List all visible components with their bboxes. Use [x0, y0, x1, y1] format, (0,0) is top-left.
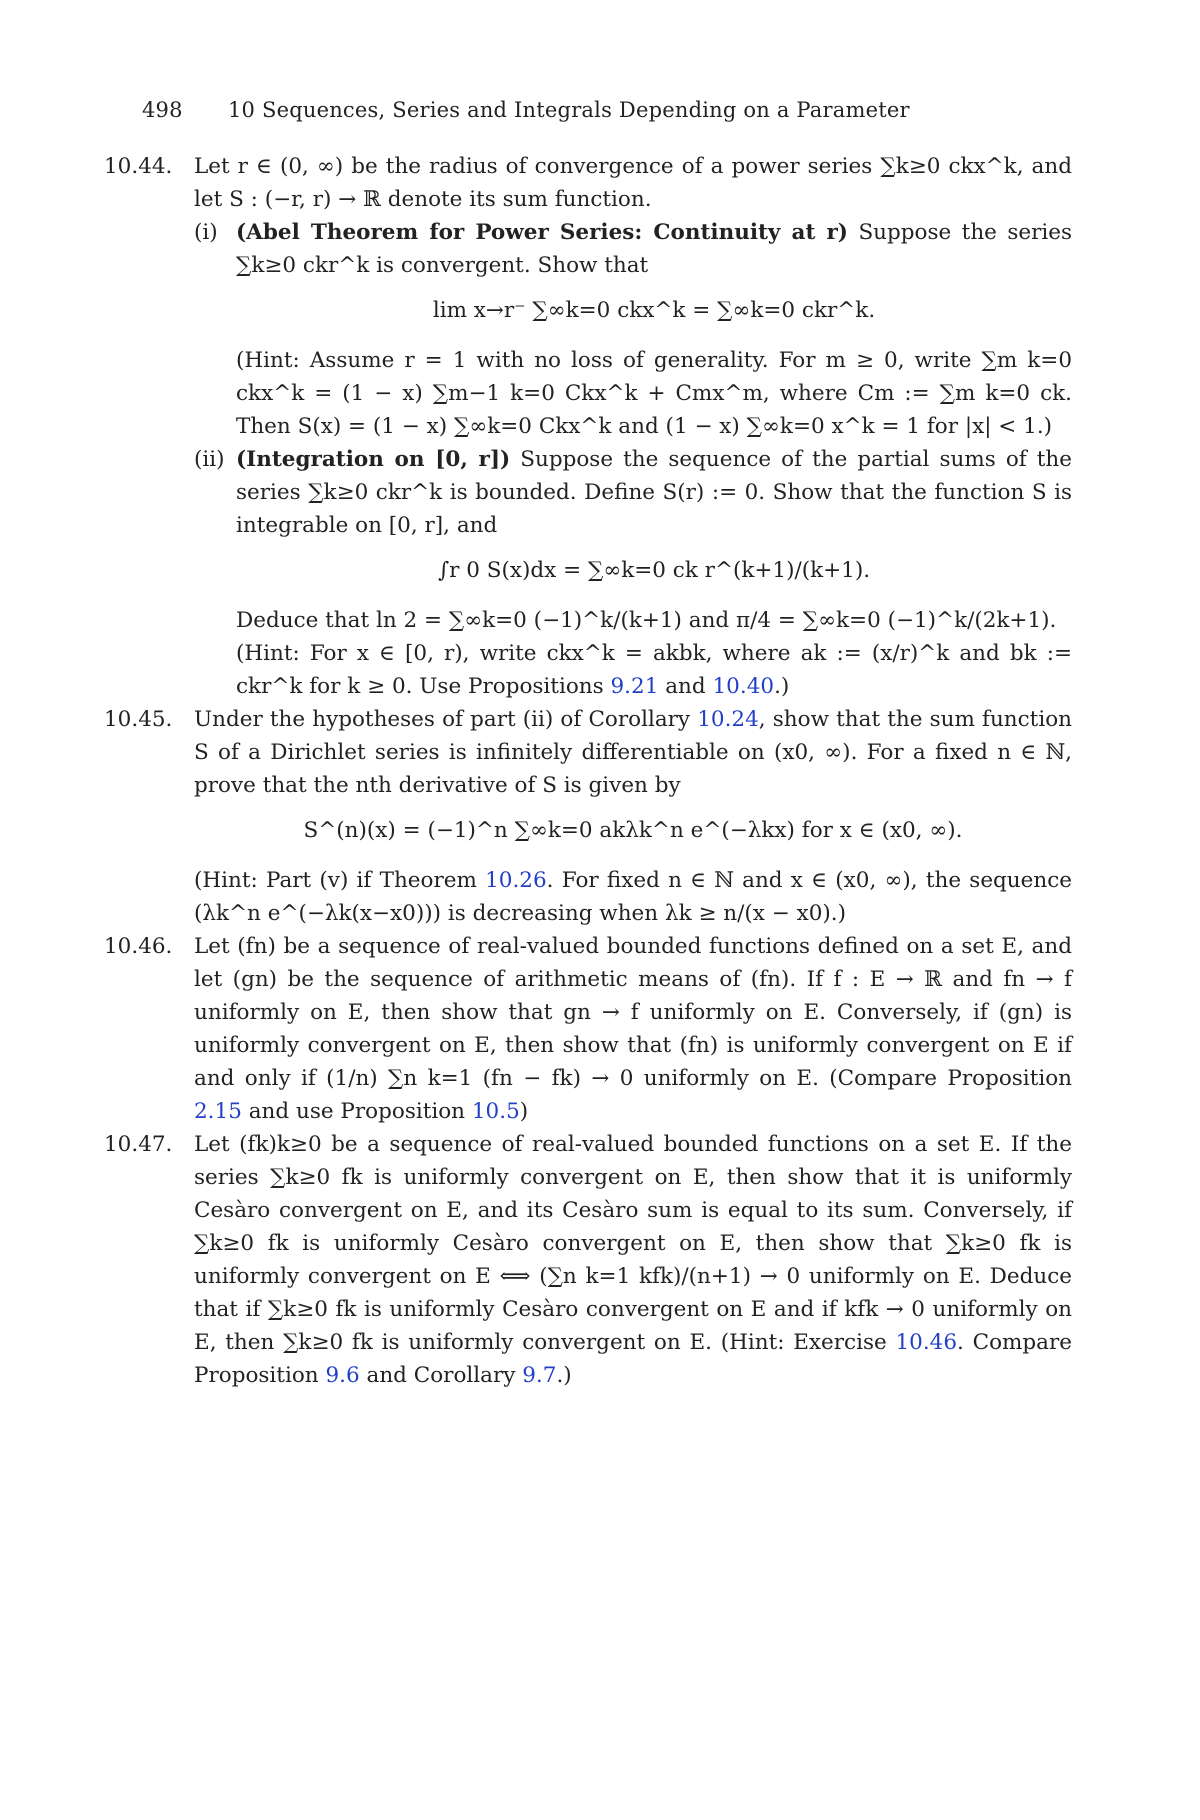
- ref-proposition-2-15[interactable]: 2.15: [194, 1099, 242, 1124]
- text: Let (fn) be a sequence of real-valued bounded functions defined on a set E, and let (gn) be the sequence of arithmetic means of (fn). If f : E → ℝ and fn → f uniformly on E, then show that gn → f uniformly on E. Conversely, if (gn) is uniformly convergent on E, then show that (fn) is uniformly convergent on E if and only if (1/n) ∑n k=1 (fn − fk) → 0 uniformly on E. (Compare Proposition: [194, 934, 1072, 1091]
- text: (Hint: Part (v) if Theorem: [194, 868, 477, 893]
- ref-corollary-10-24[interactable]: 10.24: [697, 707, 759, 732]
- exercise-part-i: [194, 216, 1072, 443]
- text: and Corollary: [366, 1363, 516, 1388]
- part-ii-hint: [236, 637, 1072, 703]
- ref-exercise-10-46[interactable]: 10.46: [895, 1330, 958, 1355]
- text: .): [556, 1363, 572, 1388]
- part-label: (i): [194, 220, 218, 245]
- part-ii-statement: [236, 443, 1072, 542]
- page-body: [104, 150, 1072, 1392]
- text: , show that the sum function S of a Dirichlet series is infinitely differentiable on (x0, ∞). For a fixed n ∈ ℕ, prove that the nth derivative of S is given by: [194, 707, 1072, 798]
- text: Let (fk)k≥0 be a sequence of real-valued bounded functions on a set E. If the series ∑k≥0 fk is uniformly convergent on E, then show that it is uniformly Cesàro convergent on E, and its Cesàro sum is equal to its sum. Conversely, if ∑k≥0 fk is uniformly Cesàro convergent on E, then show that ∑k≥0 fk is uniformly convergent on E ⟺ (∑n k=1 kfk)/(n+1) → 0 uniformly on E. Deduce that if ∑k≥0 fk is uniformly Cesàro convergent on E and if kfk → 0 uniformly on E, then ∑k≥0 fk is uniformly convergent on E. (Hint: Exercise: [194, 1132, 1072, 1355]
- text: . For fixed n ∈ ℕ and x ∈ (x0, ∞), the sequence (λk^n e^(−λk(x−x0))) is decreasing when λk ≥ n/(x − x0).): [194, 868, 1072, 926]
- part-i-statement: [236, 216, 1072, 282]
- text: Under the hypotheses of part (ii) of Corollary: [194, 707, 691, 732]
- part-ii-text: Suppose the sequence of the partial sums of the series ∑k≥0 ckr^k is bounded. Define S(r) := 0. Show that the function S is integrable on [0, r], and: [236, 447, 1072, 538]
- ref-proposition-10-5[interactable]: 10.5: [471, 1099, 520, 1124]
- exercise-hint: [194, 864, 1072, 930]
- exercise-number: 10.44.: [104, 154, 173, 179]
- text: and use Proposition: [248, 1099, 466, 1124]
- ref-proposition-10-40[interactable]: 10.40: [712, 674, 775, 699]
- ref-theorem-10-26[interactable]: 10.26: [485, 868, 547, 893]
- exercise-10-47: [104, 1128, 1072, 1392]
- running-title: 10 Sequences, Series and Integrals Depending on a Parameter: [228, 98, 910, 122]
- exercise-part-ii: [194, 443, 1072, 703]
- part-ii-title: (Integration on [0, r]): [236, 447, 511, 472]
- exercise-10-44: [104, 150, 1072, 703]
- display-equation-derivative: S^(n)(x) = (−1)^n ∑∞k=0 akλk^n e^(−λkx) for x ∈ (x0, ∞).: [303, 818, 963, 843]
- page-number: 498: [142, 98, 183, 122]
- exercise-text: [194, 1128, 1072, 1392]
- hint-text: (Hint: For x ∈ [0, r), write ckx^k = akbk, where ak := (x/r)^k and bk := ckr^k for k ≥ 0. Use Propositions: [236, 641, 1072, 699]
- part-i-title: (Abel Theorem for Power Series: Continuity at r): [236, 220, 848, 245]
- part-ii-deduce: Deduce that ln 2 = ∑∞k=0 (−1)^k/(k+1) and π/4 = ∑∞k=0 (−1)^k/(2k+1).: [236, 608, 1057, 633]
- ref-proposition-9-21[interactable]: 9.21: [610, 674, 659, 699]
- exercise-intro: Let r ∈ (0, ∞) be the radius of convergence of a power series ∑k≥0 ckx^k, and let S : (−r, r) → ℝ denote its sum function.: [194, 154, 1072, 212]
- exercise-text: [194, 930, 1072, 1128]
- hint-text: and: [665, 674, 706, 699]
- running-header: [142, 98, 910, 122]
- exercise-number: 10.47.: [104, 1132, 173, 1157]
- hint-text: .): [774, 674, 790, 699]
- part-i-hint: (Hint: Assume r = 1 with no loss of generality. For m ≥ 0, write ∑m k=0 ckx^k = (1 − x) ∑m−1 k=0 Ckx^k + Cmx^m, where Cm := ∑m k=0 ck. Then S(x) = (1 − x) ∑∞k=0 Ckx^k and (1 − x) ∑∞k=0 x^k = 1 for |x| < 1.): [236, 348, 1072, 439]
- part-i-text: Suppose the series ∑k≥0 ckr^k is convergent. Show that: [236, 220, 1073, 278]
- text: ): [519, 1099, 529, 1124]
- display-equation-integral: ∫r 0 S(x)dx = ∑∞k=0 ck r^(k+1)/(k+1).: [437, 558, 871, 583]
- part-label: (ii): [194, 447, 225, 472]
- exercise-10-45: [104, 703, 1072, 930]
- ref-corollary-9-7[interactable]: 9.7: [522, 1363, 557, 1388]
- ref-proposition-9-6[interactable]: 9.6: [325, 1363, 360, 1388]
- text: . Compare Proposition: [194, 1330, 1072, 1388]
- exercise-text: [194, 703, 1072, 802]
- display-equation-abel: lim x→r⁻ ∑∞k=0 ckx^k = ∑∞k=0 ckr^k.: [432, 298, 876, 323]
- exercise-number: 10.45.: [104, 707, 173, 732]
- exercise-number: 10.46.: [104, 934, 173, 959]
- exercise-10-46: [104, 930, 1072, 1128]
